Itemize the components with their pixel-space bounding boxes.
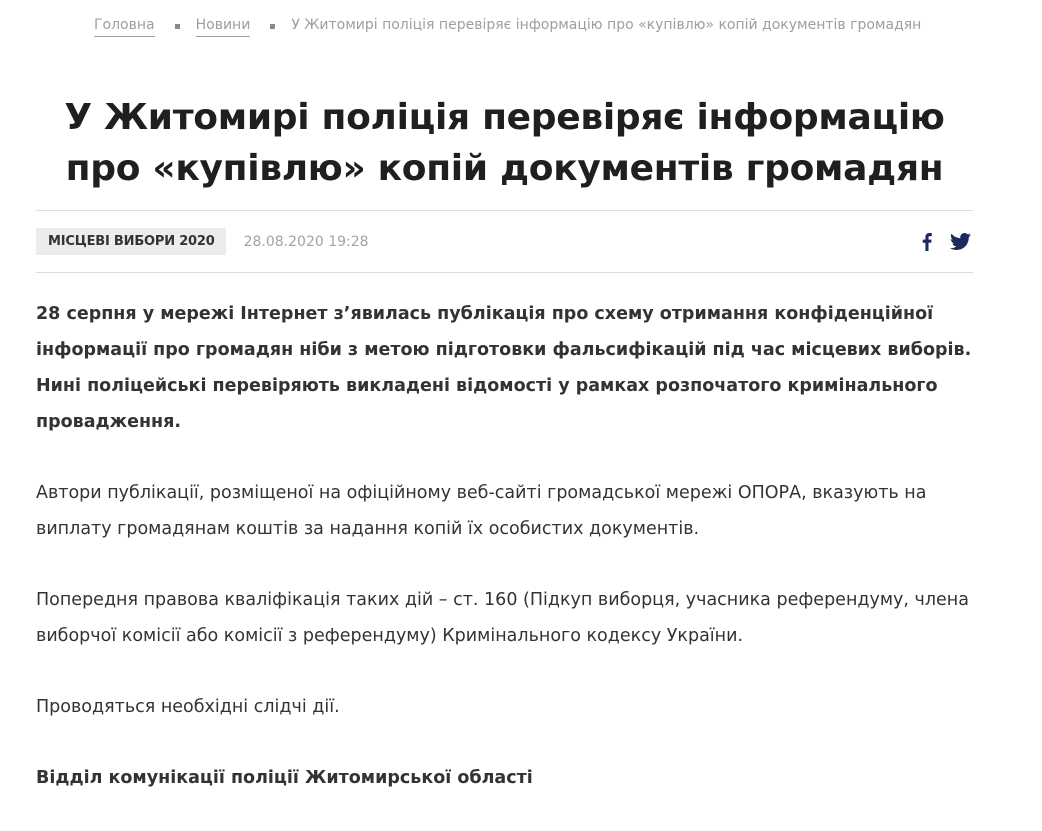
- category-tag[interactable]: МІСЦЕВІ ВИБОРИ 2020: [36, 228, 226, 255]
- article-paragraph: Попередня правова кваліфікація таких дій – ст. 160 (Підкуп виборця, учасника референдуму, члена виборчої комісії або комісії з референдуму) Кримінального кодексу України.: [36, 590, 969, 646]
- share-buttons: [922, 233, 971, 251]
- article-lead: 28 серпня у мережі Інтернет з’явилась публікація про схему отримання конфіденційної інформації про громадян ніби з метою підготовки фальсифікацій під час місцевих виборів. Нині поліцейські перевіряють викладені відомості у рамках розпочатого кримінального провадження.: [36, 304, 972, 432]
- breadcrumb-news-link[interactable]: Новини: [196, 16, 251, 37]
- breadcrumb-separator: [175, 24, 180, 29]
- breadcrumb-separator: [270, 24, 275, 29]
- article-paragraph: Автори публікації, розміщеної на офіційному веб-сайті громадської мережі ОПОРА, вказують на виплату громадянам коштів за надання копій їх особистих документів.: [36, 483, 927, 539]
- twitter-share-button[interactable]: [950, 233, 971, 250]
- article-paragraph: Проводяться необхідні слідчі дії.: [36, 697, 340, 717]
- article-signature: Відділ комунікації поліції Житомирської області: [36, 768, 533, 788]
- divider: [36, 272, 973, 273]
- divider: [36, 210, 973, 211]
- breadcrumb-current: У Житомирі поліція перевіряє інформацію про «купівлю» копій документів громадян: [291, 17, 922, 33]
- facebook-share-button[interactable]: [922, 233, 932, 251]
- article-meta: [36, 228, 973, 255]
- article-body: [36, 296, 973, 831]
- facebook-icon: [922, 233, 932, 251]
- breadcrumb-home-link[interactable]: Головна: [94, 16, 155, 37]
- twitter-icon: [950, 233, 971, 250]
- page-title: У Житомирі поліція перевіряє інформацію про «купівлю» копій документів громадян: [64, 97, 945, 189]
- publish-date: 28.08.2020 19:28: [243, 233, 369, 250]
- breadcrumb: [94, 16, 921, 37]
